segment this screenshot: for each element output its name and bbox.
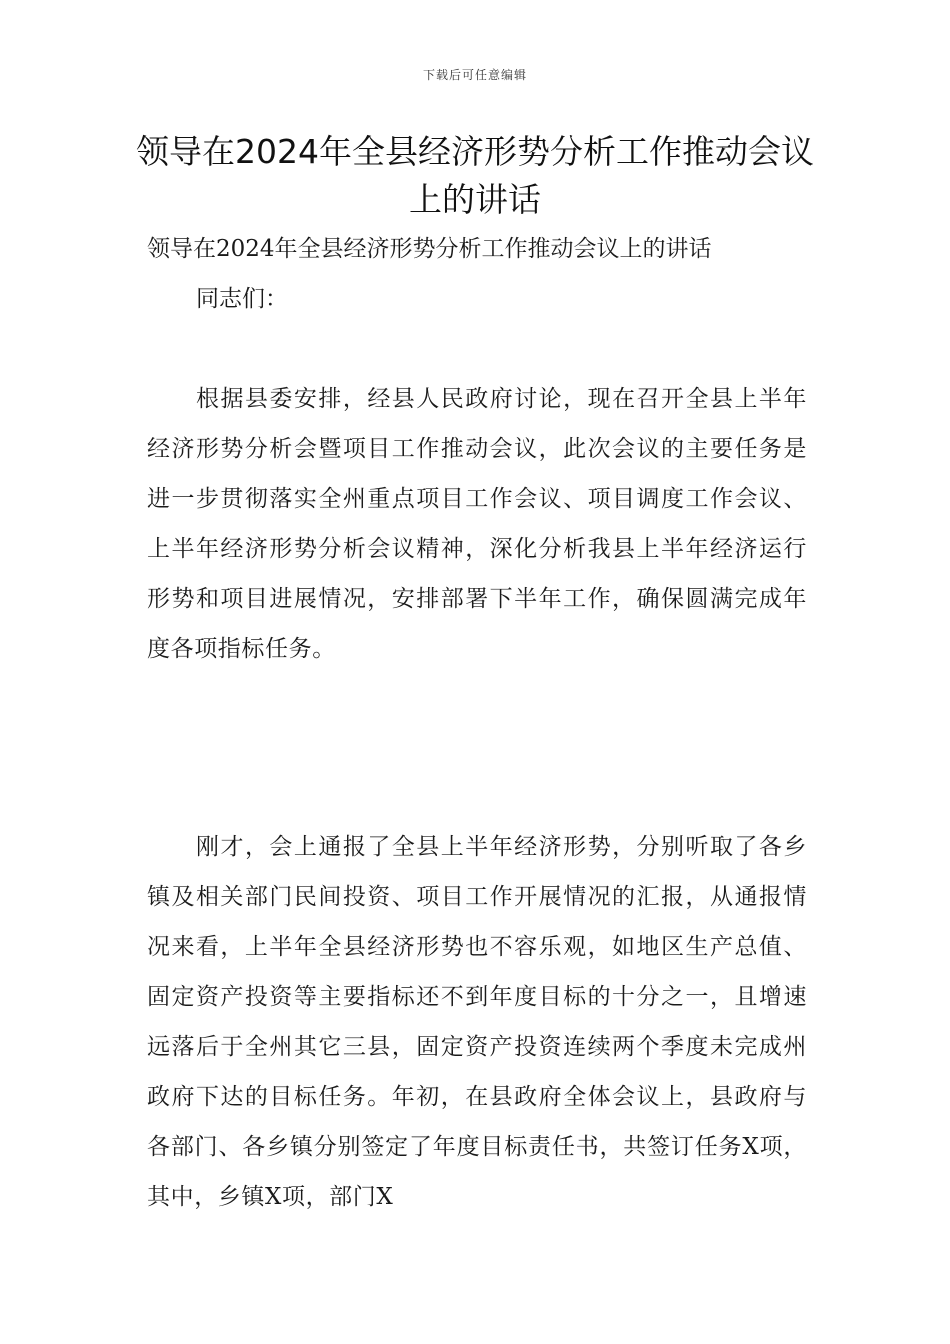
document-subtitle: 领导在2024年全县经济形势分析工作推动会议上的讲话 [147,236,712,262]
salutation: 同志们： [196,286,288,312]
document-title: 领导在2024年全县经济形势分析工作推动会议上的讲话 [136,132,814,219]
header-note: 下载后可任意编辑 [422,68,527,82]
paragraph-1: 根据县委安排，经县人民政府讨论，现在召开全县上半年经济形势分析会暨项目工作推动会议，此次会议的主要任务是进一步贯彻落实全州重点项目工作会议、项目调度工作会议、上半年经济形势分析会议精神，深化分析我县上半年经济运行形势和项目进展情况，安排部署下半年工作，确保圆满完成年度各项指标任务。 [147,386,807,662]
paragraph-2: 刚才，会上通报了全县上半年经济形势，分别听取了各乡镇及相关部门民间投资、项目工作开展情况的汇报，从通报情况来看，上半年全县经济形势也不容乐观，如地区生产总值、固定资产投资等主要指标还不到年度目标的十分之一，且增速远落后于全州其它三县，固定资产投资连续两个季度未完成州政府下达的目标任务。年初，在县政府全体会议上，县政府与各部门、各乡镇分别签定了年度目标责任书，共签订任务X项，其中，乡镇X项，部门X [147,834,807,1210]
